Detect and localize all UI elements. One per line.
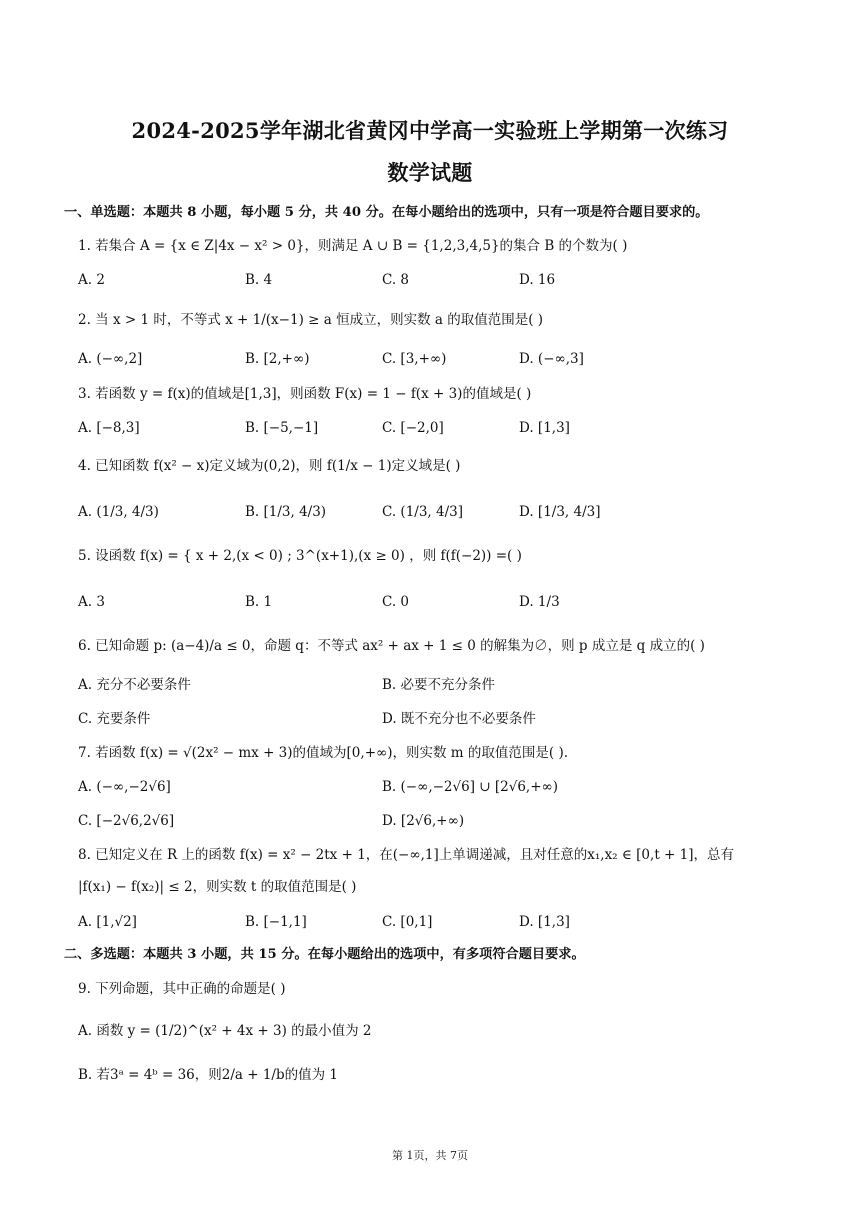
question-3-option-d: D. [1,3] xyxy=(519,420,570,436)
document-title: 2024-2025学年湖北省黄冈中学高一实验班上学期第一次练习 xyxy=(131,118,729,143)
question-8-option-c: C. [0,1] xyxy=(382,914,433,930)
question-7-option-c: C. [−2√6,2√6] xyxy=(78,813,175,829)
question-2-option-a: A. (−∞,2] xyxy=(78,351,143,367)
question-5-option-d: D. 1/3 xyxy=(519,594,560,610)
question-7-option-b: B. (−∞,−2√6] ∪ [2√6,+∞) xyxy=(382,779,559,795)
question-5-stem: 5. 设函数 f(x) = { x + 2,(x < 0) ; 3^(x+1),(x ≥ 0) ，则 f(f(−2)) =( ) xyxy=(78,548,522,564)
question-2-option-b: B. [2,+∞) xyxy=(245,351,310,367)
question-3-option-b: B. [−5,−1] xyxy=(245,420,319,436)
question-2-stem: 2. 当 x > 1 时，不等式 x + 1/(x−1) ≥ a 恒成立，则实数 a 的取值范围是( ) xyxy=(78,312,544,328)
question-6-stem: 6. 已知命题 p: (a−4)/a ≤ 0，命题 q：不等式 ax² + ax + 1 ≤ 0 的解集为∅，则 p 成立是 q 成立的( ) xyxy=(78,638,705,654)
question-8-option-d: D. [1,3] xyxy=(519,914,570,930)
question-2-option-c: C. [3,+∞) xyxy=(382,351,447,367)
question-5-option-c: C. 0 xyxy=(382,594,410,610)
question-6-option-a: A. 充分不必要条件 xyxy=(78,677,191,693)
section-heading-single-choice: 一、单选题：本题共 8 小题，每小题 5 分，共 40 分。在每小题给出的选项中，只有一项是符合题目要求的。 xyxy=(64,205,709,220)
question-5-option-a: A. 3 xyxy=(78,594,105,610)
question-6-option-d: D. 既不充分也不必要条件 xyxy=(382,711,536,727)
question-6-option-b: B. 必要不充分条件 xyxy=(382,677,496,693)
question-8-option-b: B. [−1,1] xyxy=(245,914,307,930)
question-7-option-d: D. [2√6,+∞) xyxy=(382,813,465,829)
question-4-option-a: A. (1/3, 4/3) xyxy=(78,504,159,520)
question-2-option-d: D. (−∞,3] xyxy=(519,351,584,367)
question-8-stem-line-1: 8. 已知定义在 R 上的函数 f(x) = x² − 2tx + 1，在(−∞,1]上单调递减，且对任意的x₁,x₂ ∈ [0,t + 1]，总有 xyxy=(78,847,734,863)
question-7-stem: 7. 若函数 f(x) = √(2x² − mx + 3)的值域为[0,+∞)，则实数 m 的取值范围是( ). xyxy=(78,745,569,761)
question-7-option-a: A. (−∞,−2√6] xyxy=(78,779,171,795)
question-4-option-c: C. (1/3, 4/3] xyxy=(382,504,463,520)
question-9-option-b: B. 若3ᵃ = 4ᵇ = 36，则2/a + 1/b的值为 1 xyxy=(78,1067,338,1083)
question-8-stem-line-2: |f(x₁) − f(x₂)| ≤ 2，则实数 t 的取值范围是( ) xyxy=(78,879,357,895)
question-5-option-b: B. 1 xyxy=(245,594,273,610)
question-9-option-a: A. 函数 y = (1/2)^(x² + 4x + 3) 的最小值为 2 xyxy=(78,1023,372,1039)
question-1-option-c: C. 8 xyxy=(382,272,410,288)
question-9-stem: 9. 下列命题，其中正确的命题是( ) xyxy=(78,981,286,997)
page-footer: 第 1页，共 7页 xyxy=(392,1149,468,1162)
question-8-option-a: A. [1,√2] xyxy=(78,914,137,930)
question-4-stem: 4. 已知函数 f(x² − x)定义域为(0,2)，则 f(1/x − 1)定义域是( ) xyxy=(78,458,461,474)
question-3-stem: 3. 若函数 y = f(x)的值域是[1,3]，则函数 F(x) = 1 − f(x + 3)的值域是( ) xyxy=(78,386,532,402)
question-3-option-a: A. [−8,3] xyxy=(78,420,140,436)
question-4-option-d: D. [1/3, 4/3] xyxy=(519,504,601,520)
question-1-option-d: D. 16 xyxy=(519,272,556,288)
question-6-option-c: C. 充要条件 xyxy=(78,711,151,727)
question-4-option-b: B. [1/3, 4/3) xyxy=(245,504,327,520)
document-subtitle: 数学试题 xyxy=(387,160,473,185)
question-1-option-b: B. 4 xyxy=(245,272,273,288)
question-1-option-a: A. 2 xyxy=(78,272,105,288)
question-3-option-c: C. [−2,0] xyxy=(382,420,444,436)
section-heading-multiple-choice: 二、多选题：本题共 3 小题，共 15 分。在每小题给出的选项中，有多项符合题目要求。 xyxy=(64,947,585,962)
question-1-stem: 1. 若集合 A = {x ∈ Z|4x − x² > 0}，则满足 A ∪ B = {1,2,3,4,5}的集合 B 的个数为( ) xyxy=(78,238,628,254)
